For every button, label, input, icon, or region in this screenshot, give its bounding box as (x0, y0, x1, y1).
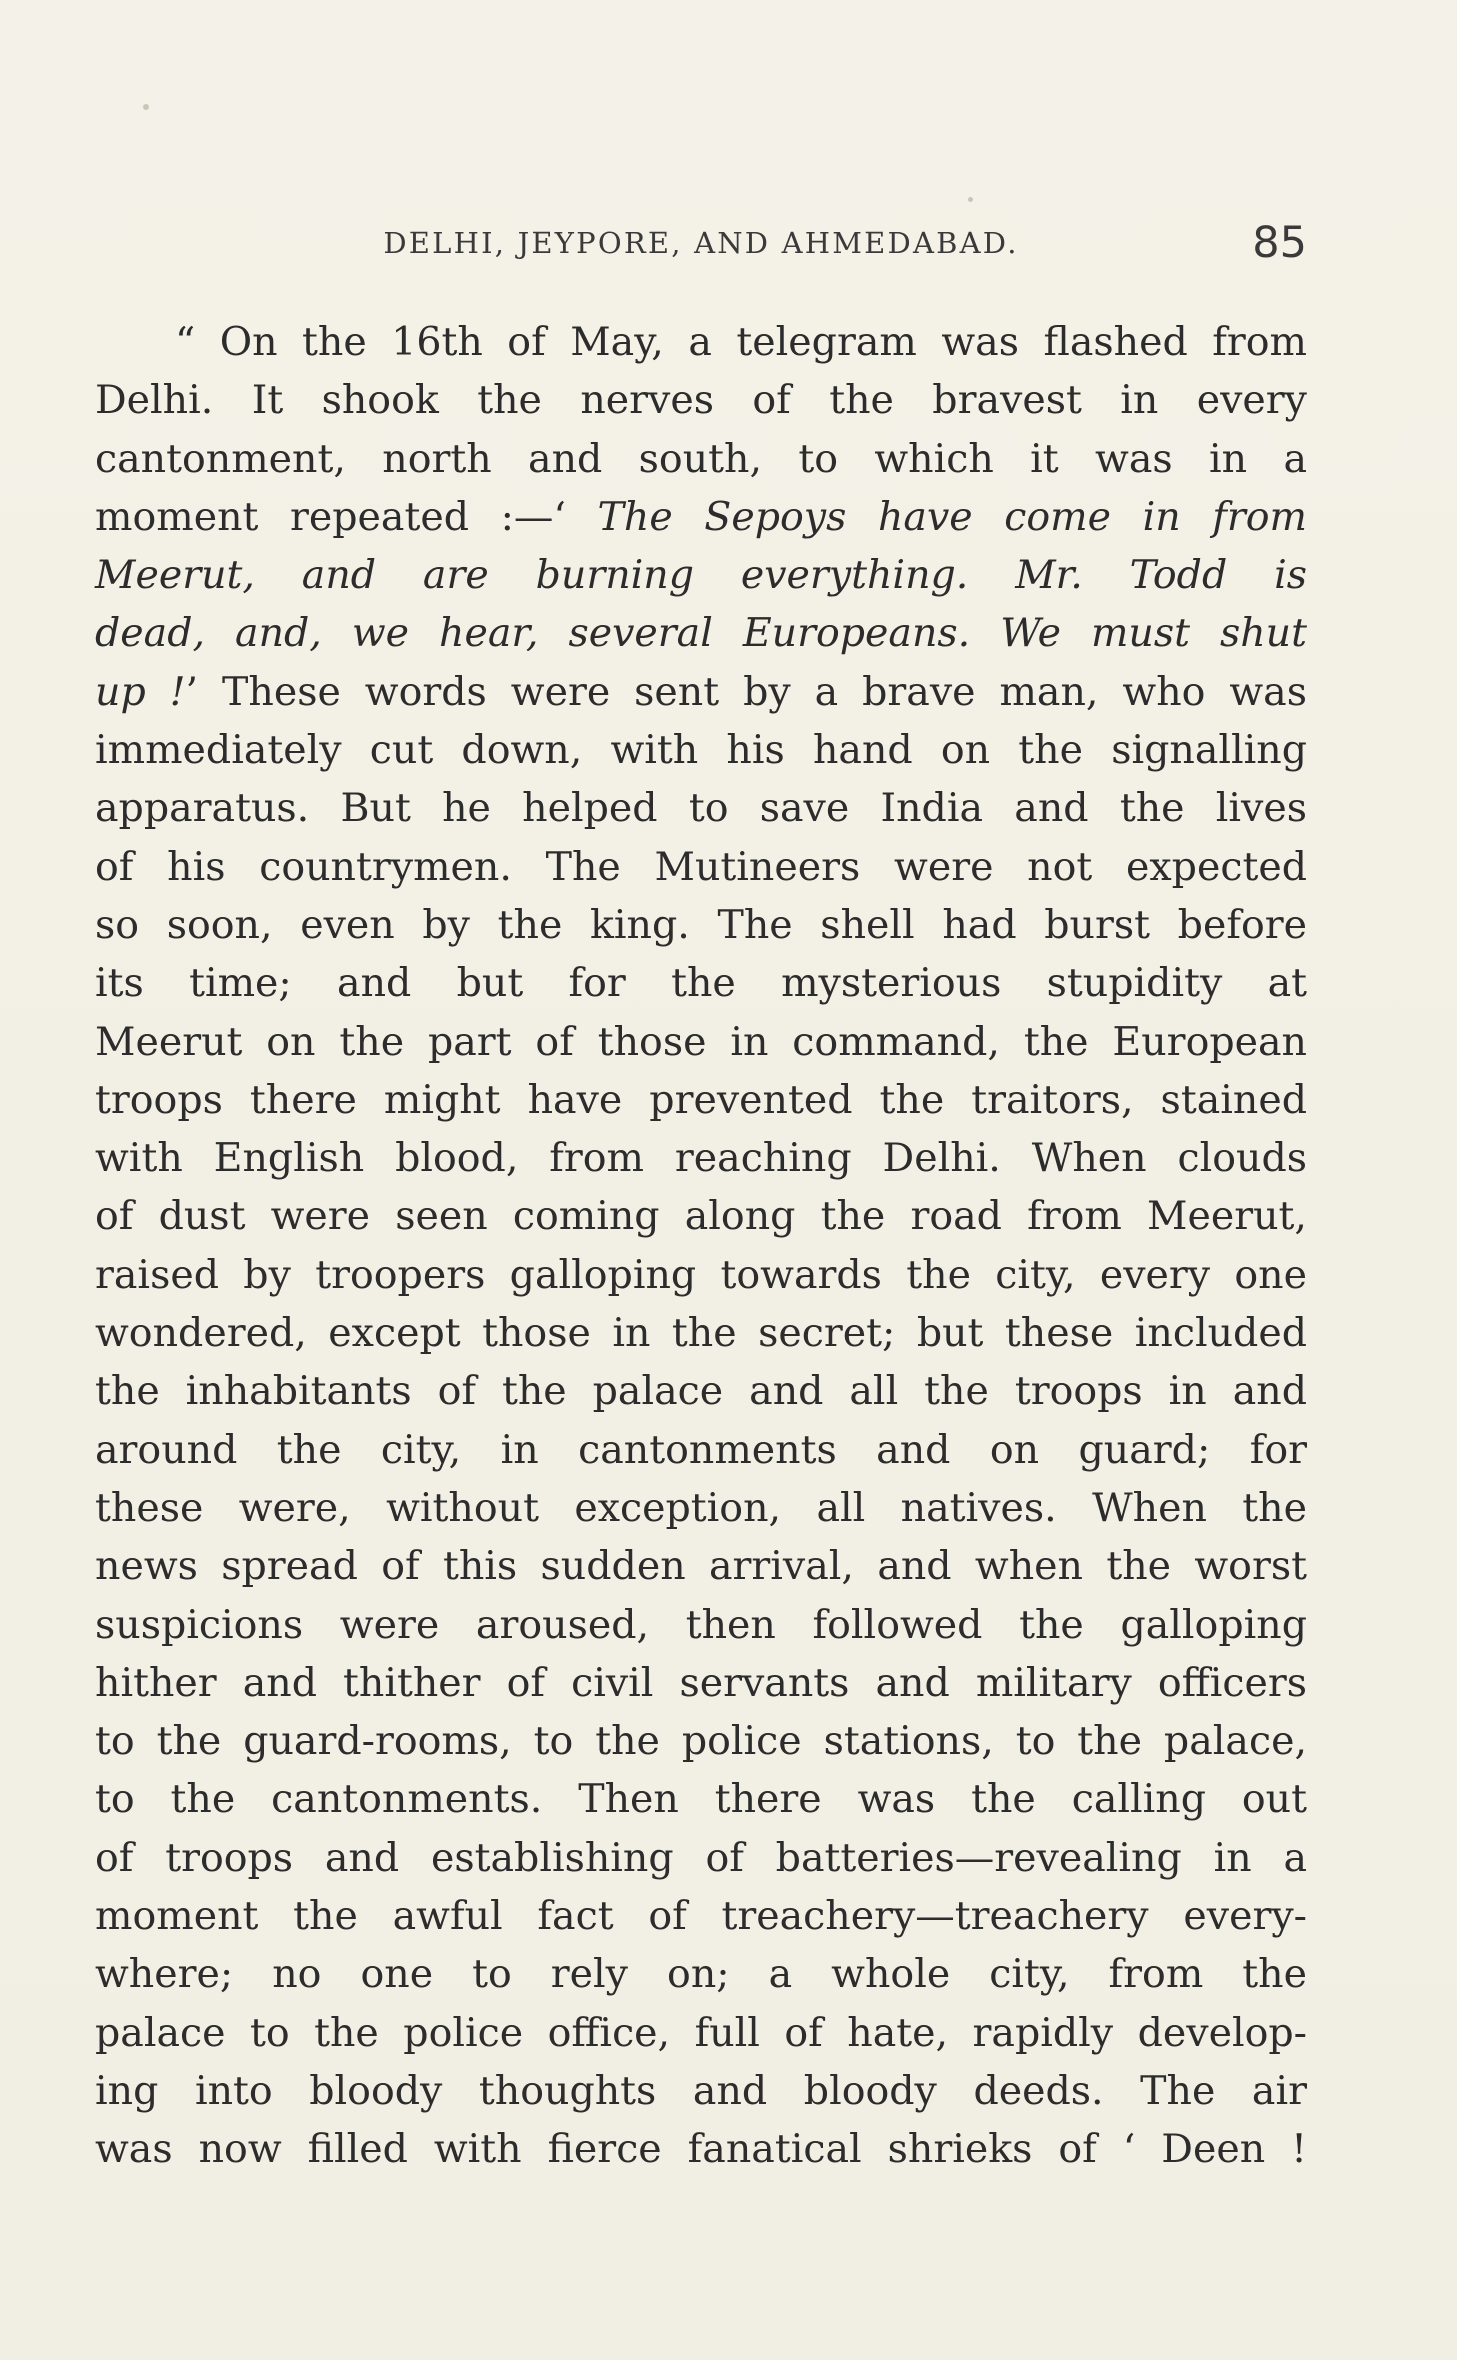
text-line (95, 1479, 1307, 1537)
text-line (95, 1362, 1307, 1420)
text-segment: Meerut on the part of those in command, the European (95, 1018, 1307, 1065)
text-segment: of dust were seen coming along the road from Meerut, (95, 1193, 1307, 1240)
text-line (95, 1304, 1307, 1362)
text-line (95, 1712, 1307, 1770)
text-segment: raised by troopers galloping towards the city, every one (95, 1251, 1307, 1298)
paper-speck (143, 104, 149, 110)
text-segment: was now filled with fierce fanatical shrieks of ‘ Deen ! (95, 2126, 1307, 2173)
text-segment: of troops and establishing of batteries—revealing in a (95, 1834, 1307, 1881)
text-line (95, 1887, 1307, 1945)
text-line (95, 1945, 1307, 2003)
text-segment: ing into bloody thoughts and bloody deeds. The air (95, 2067, 1307, 2114)
text-line (95, 430, 1307, 488)
text-line (95, 1829, 1307, 1887)
text-segment: with English blood, from reaching Delhi. When clouds (95, 1135, 1307, 1182)
text-line (95, 1596, 1307, 1654)
paper-speck (968, 197, 973, 202)
italic-text-segment: Meerut, and are burning everything. Mr. Todd is (95, 552, 1307, 599)
italic-text-segment: The Sepoys have come in from (597, 493, 1307, 540)
text-segment: hither and thither of civil servants and military officers (95, 1659, 1307, 1706)
text-line (95, 896, 1307, 954)
text-segment: news spread of this sudden arrival, and when the worst (95, 1543, 1307, 1590)
text-segment: its time; and but for the mysterious stupidity at (95, 960, 1307, 1007)
italic-text-segment: up ! (95, 668, 186, 715)
text-line (95, 1770, 1307, 1828)
text-line (95, 371, 1307, 429)
text-segment: troops there might have prevented the traitors, stained (95, 1076, 1307, 1123)
text-segment: to the cantonments. Then there was the calling out (95, 1776, 1307, 1823)
text-segment: immediately cut down, with his hand on the signalling (95, 727, 1307, 774)
text-segment: cantonment, north and south, to which it was in a (95, 435, 1307, 482)
text-line (95, 1187, 1307, 1245)
text-segment: suspicions were aroused, then followed the galloping (95, 1601, 1307, 1648)
text-line (95, 2004, 1307, 2062)
text-segment: palace to the police office, full of hate, rapidly develop- (95, 2009, 1307, 2056)
text-segment: so soon, even by the king. The shell had burst before (95, 901, 1307, 948)
text-line (95, 721, 1307, 779)
text-line (95, 1071, 1307, 1129)
text-segment: around the city, in cantonments and on guard; for (95, 1426, 1307, 1473)
text-line (95, 604, 1307, 662)
text-line (95, 1654, 1307, 1712)
page-number: 85 (1252, 218, 1307, 268)
text-line (95, 779, 1307, 837)
text-line (95, 1013, 1307, 1071)
text-line (95, 663, 1307, 721)
text-segment: to the guard-rooms, to the police stations, to the palace, (95, 1718, 1307, 1765)
text-segment: “ On the 16th of May, a telegram was flashed from (175, 319, 1307, 365)
italic-text-segment: dead, and, we hear, several Europeans. We must shut (95, 610, 1307, 657)
text-line (95, 954, 1307, 1012)
text-line (95, 1537, 1307, 1595)
text-line (95, 1421, 1307, 1479)
text-segment: apparatus. But he helped to save India and the lives (95, 785, 1307, 832)
text-segment: of his countrymen. The Mutineers were not expected (95, 843, 1307, 890)
text-segment: ’ These words were sent by a brave man, who was (185, 668, 1308, 715)
running-head (95, 218, 1307, 278)
text-segment: moment the awful fact of treachery—treachery every- (95, 1893, 1307, 1940)
text-line (95, 1129, 1307, 1187)
text-line (95, 2062, 1307, 2120)
text-segment: these were, without exception, all natives. When the (95, 1484, 1307, 1531)
text-segment: the inhabitants of the palace and all the troops in and (95, 1368, 1307, 1415)
text-line (95, 313, 1307, 371)
text-segment: wondered, except those in the secret; but these included (95, 1310, 1307, 1357)
running-title: DELHI, JEYPORE, AND AHMEDABAD. (383, 226, 1019, 260)
text-line (95, 488, 1307, 546)
text-line (95, 546, 1307, 604)
body-text (95, 313, 1307, 2179)
text-line (95, 1246, 1307, 1304)
text-segment: moment repeated :—‘ (95, 493, 598, 540)
text-segment: where; no one to rely on; a whole city, from the (95, 1951, 1307, 1998)
text-line (95, 2120, 1307, 2178)
text-segment: Delhi. It shook the nerves of the bravest in every (95, 377, 1307, 424)
text-line (95, 838, 1307, 896)
